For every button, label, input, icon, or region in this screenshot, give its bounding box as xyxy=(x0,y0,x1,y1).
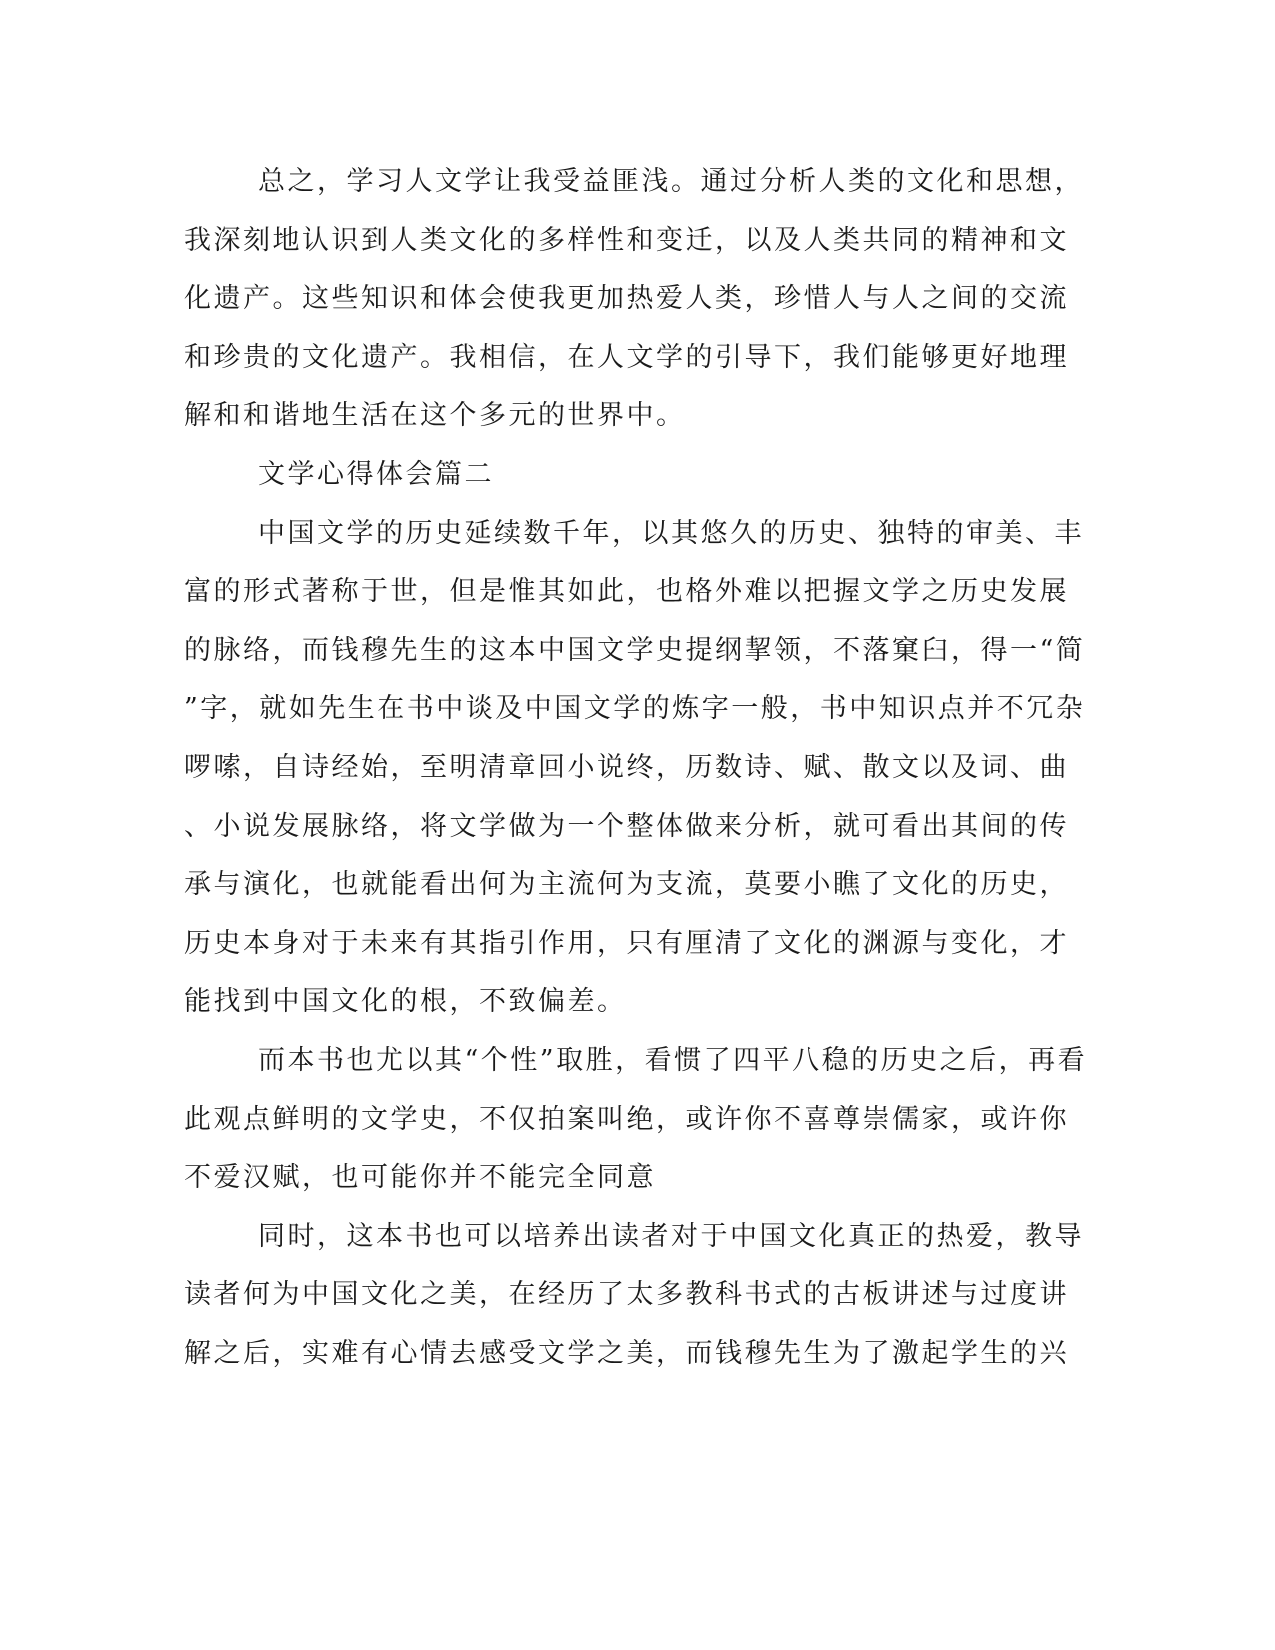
paragraph-1-line-5: 解和和谐地生活在这个多元的世界中。 xyxy=(184,400,686,431)
paragraph-2-line-2: 富的形式著称于世，但是惟其如此，也格外难以把握文学之历史发展 xyxy=(184,576,1069,607)
paragraph-4-line-1: 同时，这本书也可以培养出读者对于中国文化真正的热爱，教导 xyxy=(258,1221,1084,1252)
section-heading: 文学心得体会篇二 xyxy=(258,459,494,490)
paragraph-1-line-3: 化遗产。这些知识和体会使我更加热爱人类，珍惜人与人之间的交流 xyxy=(184,283,1069,314)
paragraph-2-line-8: 历史本身对于未来有其指引作用，只有厘清了文化的渊源与变化，才 xyxy=(184,928,1069,959)
paragraph-1-line-2: 我深刻地认识到人类文化的多样性和变迁，以及人类共同的精神和文 xyxy=(184,225,1069,256)
paragraph-2-line-4: ”字，就如先生在书中谈及中国文学的炼字一般，书中知识点并不冗杂 xyxy=(184,693,1086,724)
paragraph-3-line-3: 不爱汉赋，也可能你并不能完全同意 xyxy=(184,1162,656,1193)
paragraph-2-line-5: 啰嗦，自诗经始，至明清章回小说终，历数诗、赋、散文以及词、曲 xyxy=(184,752,1069,783)
paragraph-2-line-6: 、小说发展脉络，将文学做为一个整体做来分析，就可看出其间的传 xyxy=(184,811,1069,842)
paragraph-3-line-1: 而本书也尤以其“个性”取胜，看惯了四平八稳的历史之后，再看 xyxy=(258,1045,1088,1076)
paragraph-1-line-4: 和珍贵的文化遗产。我相信，在人文学的引导下，我们能够更好地理 xyxy=(184,342,1069,373)
paragraph-2-line-9: 能找到中国文化的根，不致偏差。 xyxy=(184,986,627,1017)
paragraph-2-line-7: 承与演化，也就能看出何为主流何为支流，莫要小瞧了文化的历史， xyxy=(184,869,1069,900)
paragraph-4-line-3: 解之后，实难有心情去感受文学之美，而钱穆先生为了激起学生的兴 xyxy=(184,1338,1069,1369)
paragraph-1-line-1: 总之，学习人文学让我受益匪浅。通过分析人类的文化和思想， xyxy=(258,166,1084,197)
paragraph-2-line-1: 中国文学的历史延续数千年，以其悠久的历史、独特的审美、丰 xyxy=(258,518,1084,549)
paragraph-2-line-3: 的脉络，而钱穆先生的这本中国文学史提纲挈领，不落窠臼，得一“简 xyxy=(184,635,1086,666)
paragraph-4-line-2: 读者何为中国文化之美，在经历了太多教科书式的古板讲述与过度讲 xyxy=(184,1279,1069,1310)
paragraph-3-line-2: 此观点鲜明的文学史，不仅拍案叫绝，或许你不喜尊崇儒家，或许你 xyxy=(184,1104,1069,1135)
